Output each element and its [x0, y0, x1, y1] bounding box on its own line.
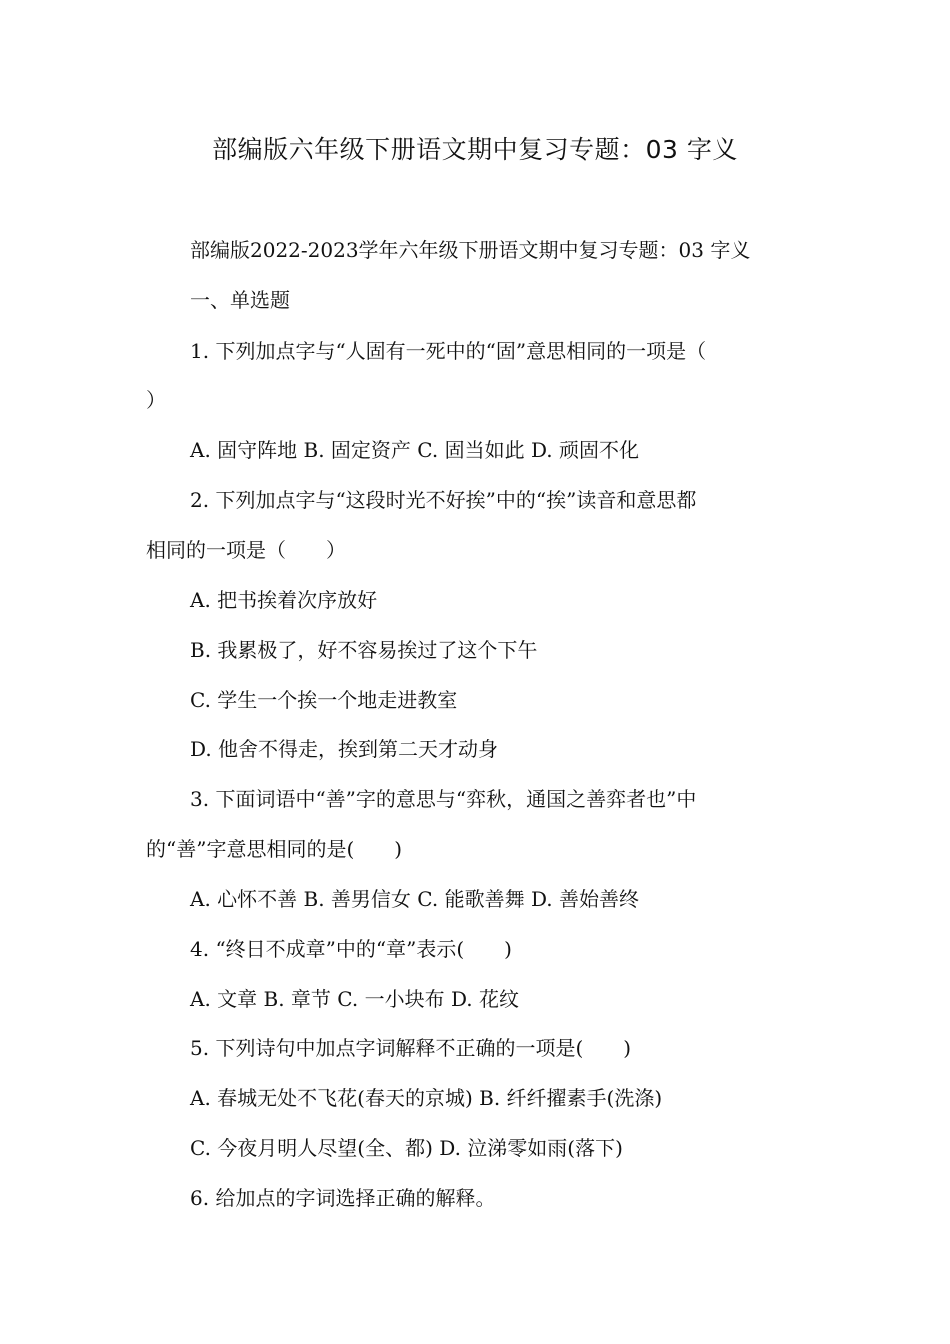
- question-5-options-ab: A. 春城无处不飞花(春天的京城) B. 纤纤擢素手(洗涤): [190, 1086, 663, 1110]
- question-2-option-d: D. 他舍不得走，挨到第二天才动身: [190, 737, 499, 761]
- document-title: 部编版六年级下册语文期中复习专题：03 字义: [212, 135, 738, 164]
- question-4-options: A. 文章 B. 章节 C. 一小块布 D. 花纹: [190, 987, 519, 1011]
- question-5: 5. 下列诗句中加点字词解释不正确的一项是( ): [190, 1036, 632, 1060]
- question-6: 6. 给加点的字词选择正确的解释。: [190, 1186, 496, 1210]
- question-2-option-c: C. 学生一个挨一个地走进教室: [190, 688, 458, 712]
- question-2-option-a: A. 把书挨着次序放好: [190, 588, 378, 612]
- question-1-options: A. 固守阵地 B. 固定资产 C. 固当如此 D. 顽固不化: [190, 438, 639, 462]
- question-1: 1. 下列加点字与“人固有一死中的“固”意思相同的一项是（: [190, 339, 707, 363]
- section-heading: 一、单选题: [190, 288, 290, 312]
- question-3-options: A. 心怀不善 B. 善男信女 C. 能歌善舞 D. 善始善终: [190, 887, 639, 911]
- question-1-continued: ）: [146, 388, 166, 412]
- question-3-continued: 的“善”字意思相同的是( ): [146, 837, 403, 861]
- question-3: 3. 下面词语中“善”字的意思与“弈秋，通国之善弈者也”中: [190, 787, 697, 811]
- question-2-option-b: B. 我累极了，好不容易挨过了这个下午: [190, 638, 538, 662]
- question-2-continued: 相同的一项是（ ）: [146, 538, 346, 562]
- question-4: 4. “终日不成章”中的“章”表示( ): [190, 937, 512, 961]
- question-2: 2. 下列加点字与“这段时光不好挨”中的“挨”读音和意思都: [190, 488, 697, 512]
- subtitle-line: 部编版2022-2023学年六年级下册语文期中复习专题：03 字义: [190, 238, 751, 262]
- question-5-options-cd: C. 今夜月明人尽望(全、都) D. 泣涕零如雨(落下): [190, 1136, 623, 1160]
